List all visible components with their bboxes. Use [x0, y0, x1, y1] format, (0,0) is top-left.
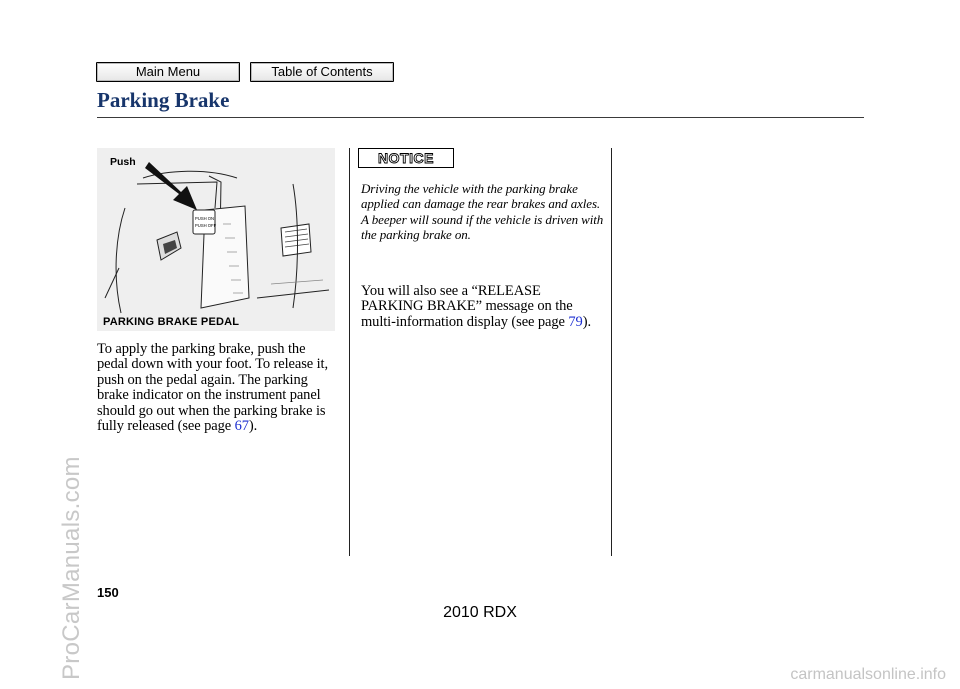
page-67-link[interactable]: 67	[234, 418, 249, 435]
page-79-link[interactable]: 79	[568, 313, 583, 330]
title-divider	[97, 117, 864, 118]
bottom-watermark: carmanualsonline.info	[790, 666, 946, 683]
model-label: 2010 RDX	[443, 604, 517, 621]
release-tag-line1: PUSH ON	[195, 216, 215, 221]
release-message-paragraph	[361, 284, 606, 330]
push-arrow	[145, 162, 197, 210]
release-tag-line2: PUSH OFF	[195, 223, 217, 228]
notice-text: Driving the vehicle with the parking brake applied can damage the rear brakes and axles. A beeper will sound if the vehicle is driven with the parking brake on.	[361, 181, 604, 242]
parking-brake-figure	[97, 148, 335, 331]
side-watermark: ProCarManuals.com	[58, 456, 85, 680]
column-divider-left	[349, 148, 350, 556]
parking-brake-illustration	[97, 148, 335, 331]
column-divider-right	[611, 148, 612, 556]
parking-brake-instructions	[97, 342, 337, 434]
main-menu-button[interactable]: Main Menu	[96, 62, 240, 82]
page-title: Parking Brake	[97, 88, 230, 112]
notice-badge: NOTICE	[358, 148, 454, 168]
release-message-text-end: ).	[582, 313, 591, 330]
instructions-text: To apply the parking brake, push the pedal down with your foot. To release it, push on the pedal again. The parking brake indicator on the instrument panel should go out when the parking brake is fully released (see page	[97, 341, 328, 435]
release-tag	[193, 210, 215, 234]
parking-brake-pedal-label: PARKING BRAKE PEDAL	[103, 316, 240, 328]
instructions-text-end: ).	[248, 418, 258, 435]
table-of-contents-button[interactable]: Table of Contents	[250, 62, 394, 82]
release-message-text: You will also see a “RELEASE PARKING BRAKE” message on the multi-information display (see page	[361, 283, 573, 330]
push-label: Push	[110, 156, 136, 168]
page-number: 150	[97, 585, 119, 600]
